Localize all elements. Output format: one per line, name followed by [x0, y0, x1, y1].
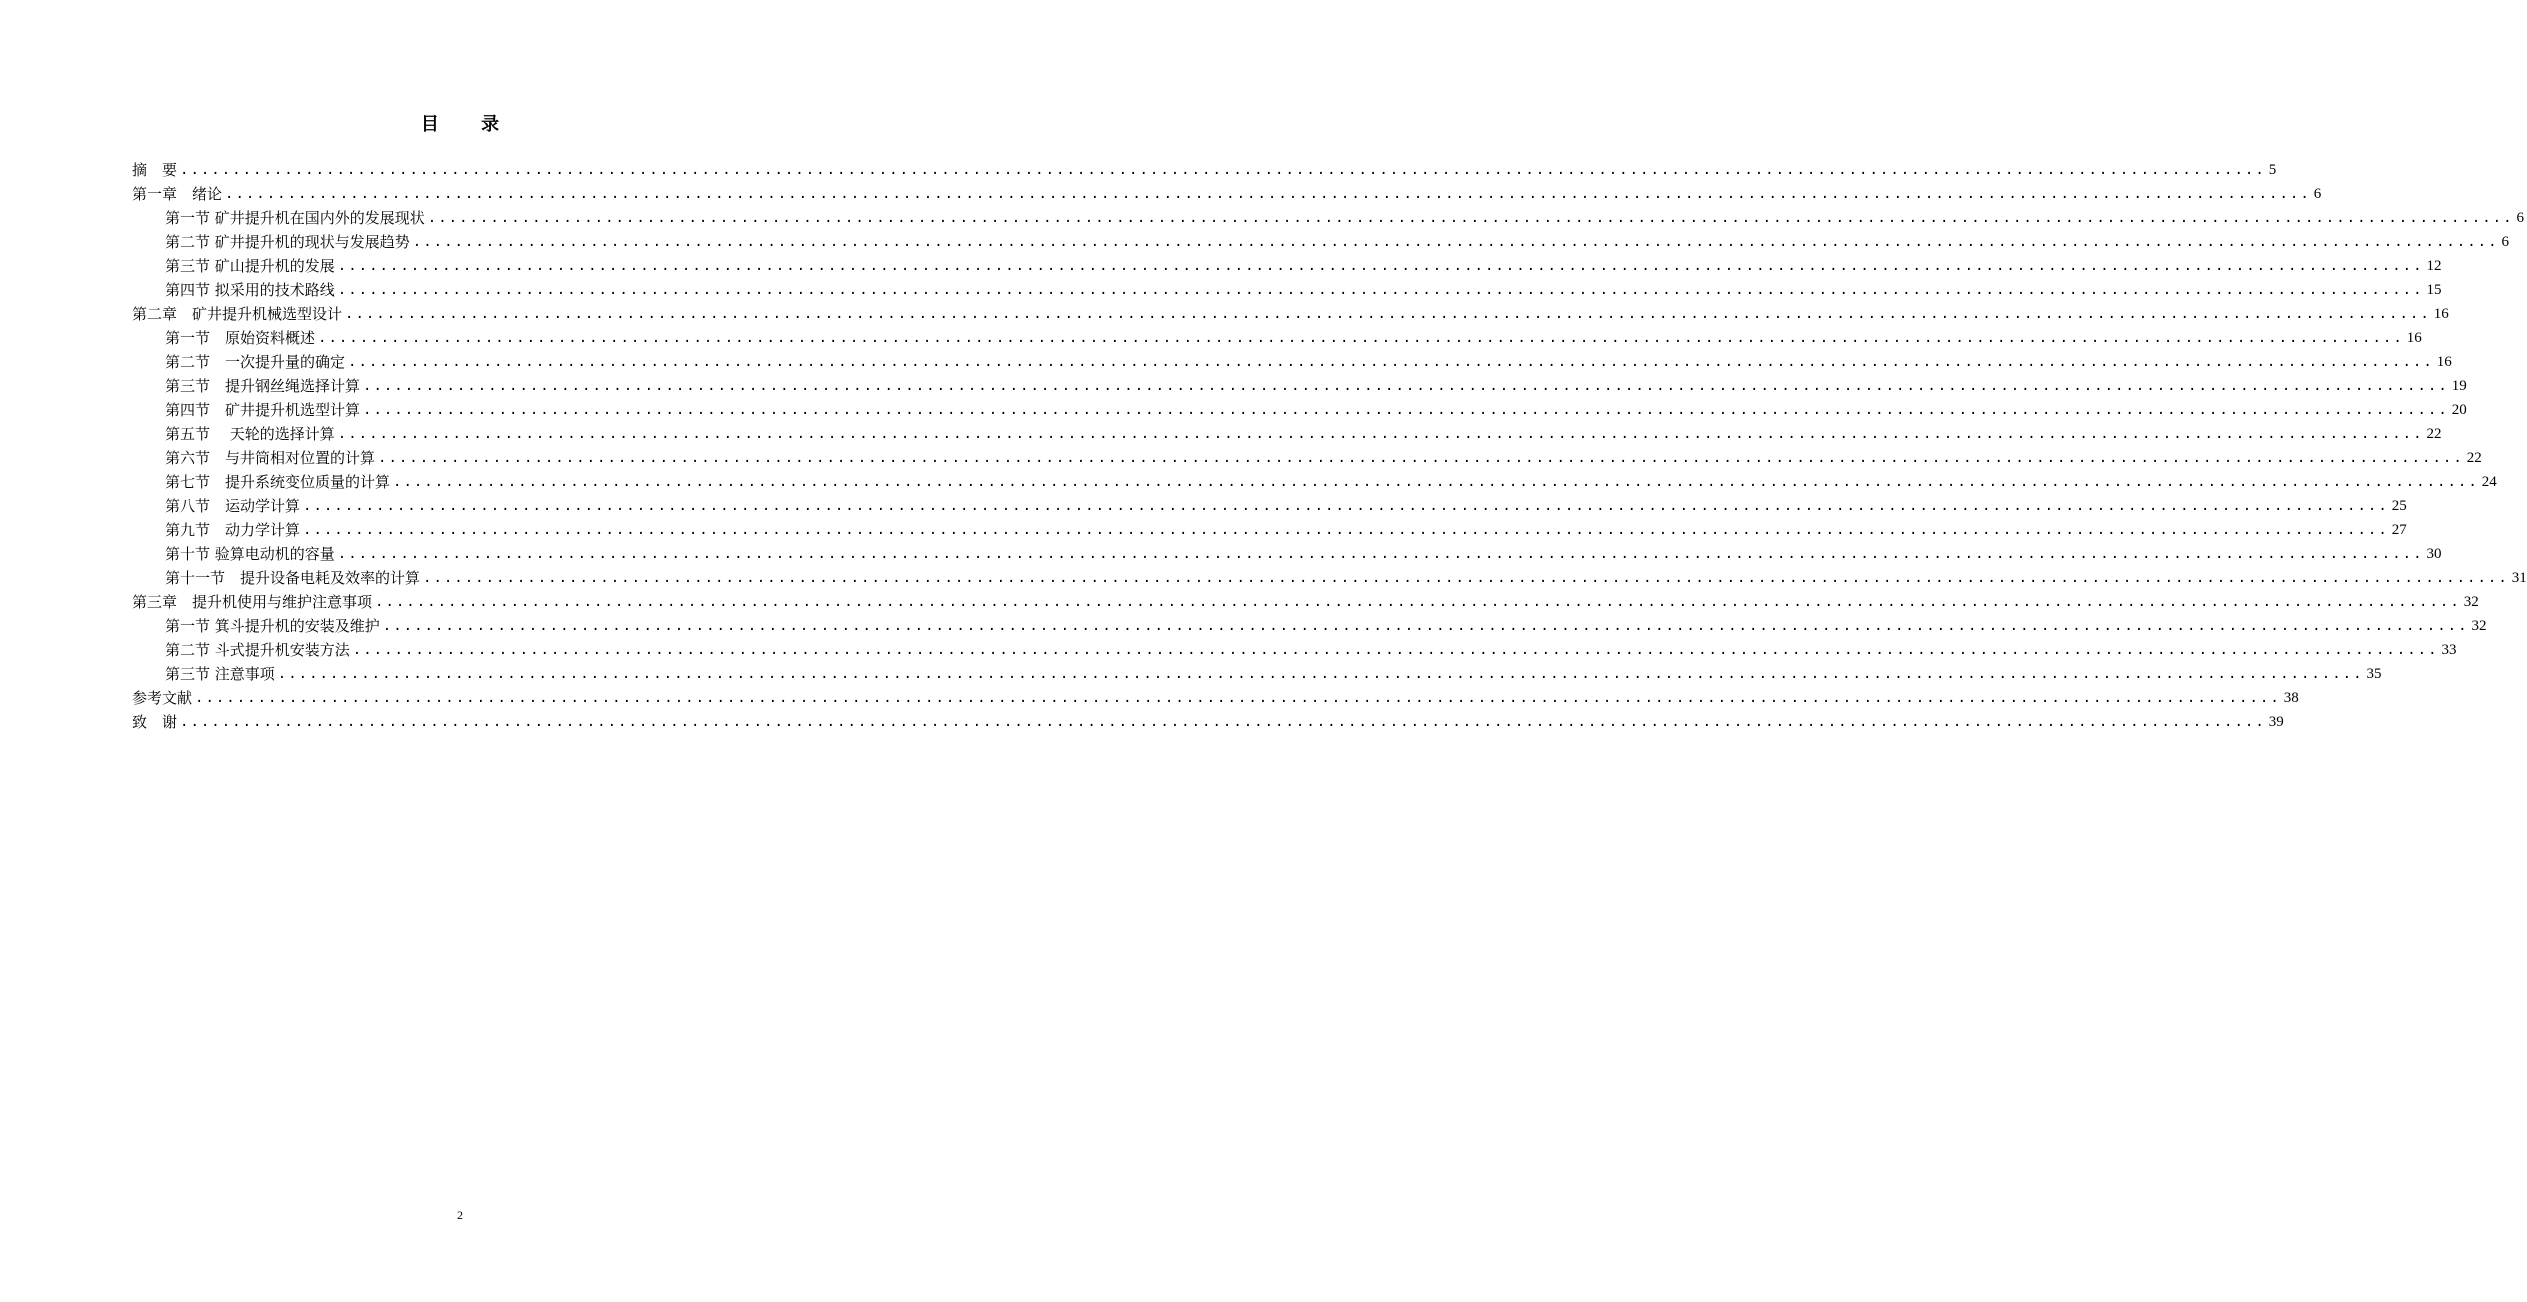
toc-entry-label: 第八节 运动学计算: [165, 497, 301, 515]
toc-entry-page: 33: [2441, 642, 2457, 658]
toc-title: 目 录: [420, 114, 518, 135]
toc-entry-label: 第二节 斗式提升机安装方法: [165, 641, 350, 659]
toc-entry-page: 32: [2471, 618, 2487, 634]
toc-entry[interactable]: [132, 494, 2407, 518]
table-of-contents: [132, 158, 2527, 734]
toc-leader-dots: ........................................................................................................................................................................................................: [195, 690, 2281, 706]
toc-leader-dots: ........................................................................................................................................................................................................: [277, 666, 2364, 682]
toc-leader-dots: ........................................................................................................................................................................................................: [337, 426, 2424, 442]
toc-entry-page: 16: [2433, 306, 2449, 322]
toc-leader-dots: ........................................................................................................................................................................................................: [363, 378, 2449, 394]
toc-entry-label: 第六节 与井筒相对位置的计算: [165, 449, 376, 467]
toc-entry[interactable]: [132, 518, 2407, 542]
toc-entry[interactable]: [132, 182, 2322, 206]
toc-entry-page: 20: [2451, 402, 2467, 418]
toc-entry-label: 致 谢: [132, 713, 178, 731]
toc-entry[interactable]: [132, 254, 2442, 278]
toc-entry-label: 参考文献: [132, 689, 193, 707]
toc-entry-page: 22: [2426, 426, 2442, 442]
toc-entry-label: 第十一节 提升设备电耗及效率的计算: [165, 569, 421, 587]
toc-entry-page: 12: [2426, 258, 2442, 274]
toc-entry-label: 第二章 矿井提升机械选型设计: [132, 305, 343, 323]
toc-leader-dots: ........................................................................................................................................................................................................: [337, 258, 2424, 274]
toc-leader-dots: ........................................................................................................................................................................................................: [423, 570, 2509, 586]
toc-entry-page: 39: [2268, 714, 2284, 730]
toc-entry-page: 32: [2463, 594, 2479, 610]
toc-entry-page: 16: [2406, 330, 2422, 346]
toc-entry[interactable]: [132, 326, 2422, 350]
toc-entry[interactable]: [132, 566, 2527, 590]
toc-entry[interactable]: [132, 446, 2482, 470]
toc-entry[interactable]: [132, 278, 2442, 302]
toc-entry-page: 35: [2366, 666, 2382, 682]
toc-leader-dots: ........................................................................................................................................................................................................: [303, 498, 2389, 514]
toc-entry[interactable]: [132, 590, 2479, 614]
toc-leader-dots: ........................................................................................................................................................................................................: [352, 642, 2439, 658]
toc-leader-dots: ........................................................................................................................................................................................................: [412, 234, 2499, 250]
toc-leader-dots: ........................................................................................................................................................................................................: [393, 474, 2479, 490]
toc-entry-label: 第十节 验算电动机的容量: [165, 545, 335, 563]
toc-entry-page: 27: [2391, 522, 2407, 538]
toc-leader-dots: ........................................................................................................................................................................................................: [337, 546, 2424, 562]
toc-leader-dots: ........................................................................................................................................................................................................: [180, 162, 2266, 178]
toc-entry-page: 6: [2313, 186, 2322, 202]
toc-entry[interactable]: [132, 302, 2449, 326]
toc-entry[interactable]: [132, 350, 2452, 374]
toc-entry-label: 第一节 原始资料概述: [165, 329, 316, 347]
toc-leader-dots: ........................................................................................................................................................................................................: [318, 330, 2404, 346]
toc-entry-label: 第四节 拟采用的技术路线: [165, 281, 335, 299]
toc-entry[interactable]: [132, 230, 2510, 254]
toc-entry-page: 25: [2391, 498, 2407, 514]
toc-entry-page: 30: [2426, 546, 2442, 562]
toc-entry-label: 第三节 矿山提升机的发展: [165, 257, 335, 275]
toc-entry-label: 第一节 矿井提升机在国内外的发展现状: [165, 209, 425, 227]
toc-leader-dots: ........................................................................................................................................................................................................: [363, 402, 2449, 418]
toc-entry-page: 6: [2516, 210, 2525, 226]
toc-entry-label: 第五节 天轮的选择计算: [165, 425, 335, 443]
toc-entry-label: 第三节 注意事项: [165, 665, 275, 683]
toc-entry[interactable]: [132, 470, 2497, 494]
toc-entry[interactable]: [132, 374, 2467, 398]
toc-entry-page: 38: [2283, 690, 2299, 706]
toc-leader-dots: ........................................................................................................................................................................................................: [375, 594, 2461, 610]
toc-leader-dots: ........................................................................................................................................................................................................: [378, 450, 2464, 466]
page-number: 2: [457, 1208, 463, 1222]
toc-entry-label: 第二节 矿井提升机的现状与发展趋势: [165, 233, 410, 251]
toc-entry[interactable]: [132, 686, 2299, 710]
toc-entry-label: 第三节 提升钢丝绳选择计算: [165, 377, 361, 395]
toc-leader-dots: ........................................................................................................................................................................................................: [382, 618, 2469, 634]
toc-entry[interactable]: [132, 206, 2525, 230]
toc-leader-dots: ........................................................................................................................................................................................................: [345, 306, 2431, 322]
toc-entry[interactable]: [132, 542, 2442, 566]
toc-entry-page: 6: [2501, 234, 2510, 250]
toc-leader-dots: ........................................................................................................................................................................................................: [337, 282, 2424, 298]
toc-entry[interactable]: [132, 422, 2442, 446]
toc-leader-dots: ........................................................................................................................................................................................................: [180, 714, 2266, 730]
toc-entry-label: 第一章 绪论: [132, 185, 223, 203]
toc-entry-label: 第九节 动力学计算: [165, 521, 301, 539]
toc-entry-page: 5: [2268, 162, 2277, 178]
toc-entry-label: 第四节 矿井提升机选型计算: [165, 401, 361, 419]
toc-entry-label: 第二节 一次提升量的确定: [165, 353, 346, 371]
toc-entry[interactable]: [132, 710, 2284, 734]
toc-leader-dots: ........................................................................................................................................................................................................: [303, 522, 2389, 538]
toc-entry-label: 第三章 提升机使用与维护注意事项: [132, 593, 373, 611]
toc-entry-label: 摘 要: [132, 161, 178, 179]
toc-entry[interactable]: [132, 158, 2277, 182]
toc-entry-label: 第一节 箕斗提升机的安装及维护: [165, 617, 380, 635]
toc-entry-label: 第七节 提升系统变位质量的计算: [165, 473, 391, 491]
toc-leader-dots: ........................................................................................................................................................................................................: [225, 186, 2311, 202]
toc-entry-page: 16: [2436, 354, 2452, 370]
toc-entry[interactable]: [132, 398, 2467, 422]
toc-entry[interactable]: [132, 662, 2382, 686]
toc-entry[interactable]: [132, 638, 2457, 662]
toc-entry-page: 15: [2426, 282, 2442, 298]
toc-entry-page: 22: [2466, 450, 2482, 466]
toc-leader-dots: ........................................................................................................................................................................................................: [348, 354, 2434, 370]
toc-entry-page: 24: [2481, 474, 2497, 490]
toc-entry-page: 19: [2451, 378, 2467, 394]
toc-entry-page: 31: [2511, 570, 2527, 586]
toc-entry[interactable]: [132, 614, 2487, 638]
toc-leader-dots: ........................................................................................................................................................................................................: [427, 210, 2514, 226]
